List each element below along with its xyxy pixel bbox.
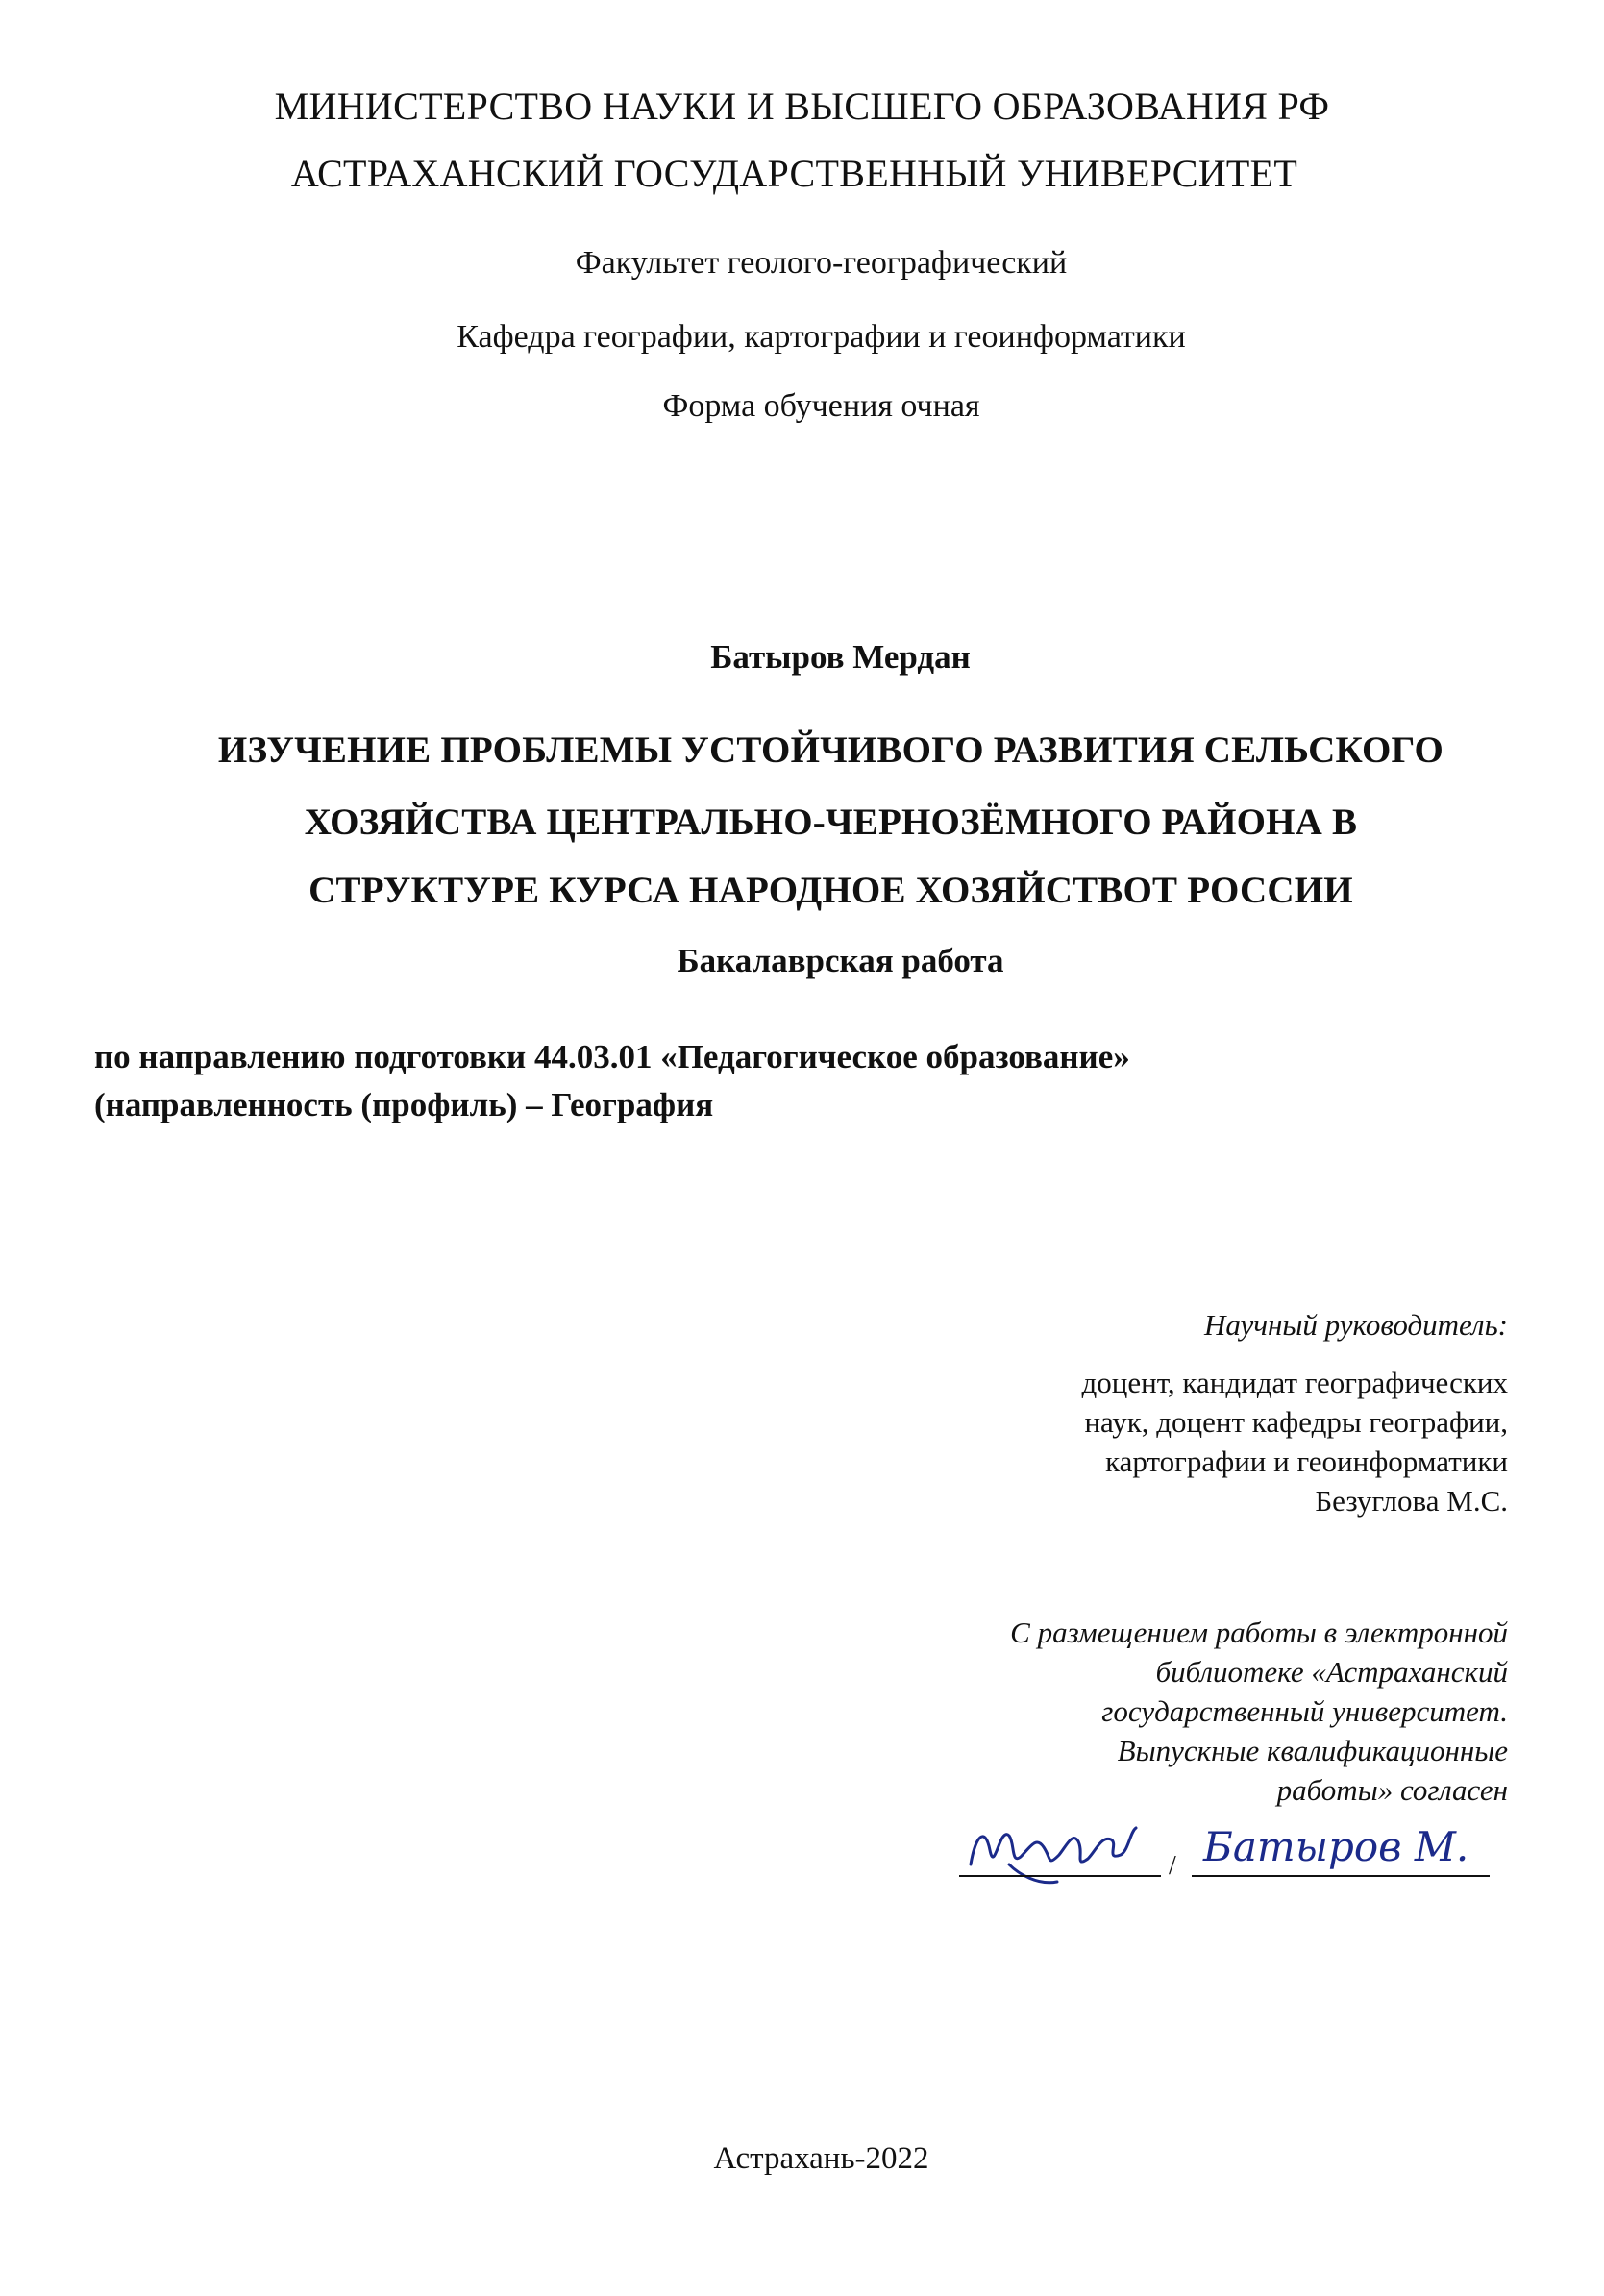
city-year: Астрахань-2022 <box>713 2141 929 2176</box>
consent-statement <box>643 1613 1508 1810</box>
direction-line-2: (направленность (профиль) – География <box>94 1086 714 1123</box>
direction-line-1: по направлению подготовки 44.03.01 «Педагогическое образование» <box>94 1038 1130 1075</box>
work-type: Бакалаврская работа <box>677 942 1004 979</box>
handwritten-signature-icon <box>971 1828 1136 1883</box>
handwritten-name: Батыров М. <box>1203 1823 1469 1870</box>
signature-separator: / <box>1169 1851 1176 1881</box>
author-name: Батыров Мердан <box>710 638 971 676</box>
supervisor-line: наук, доцент кафедры географии, <box>1084 1405 1508 1439</box>
supervisor-label: Научный руководитель: <box>1204 1308 1508 1342</box>
consent-line: библиотеке «Астраханский <box>1155 1655 1508 1689</box>
university-name: АСТРАХАНСКИЙ ГОСУДАРСТВЕННЫЙ УНИВЕРСИТЕТ <box>290 152 1298 195</box>
consent-line: С размещением работы в электронной <box>1010 1616 1508 1649</box>
department-name: Кафедра географии, картографии и геоинформатики <box>457 319 1186 355</box>
consent-line: государственный университет. <box>1101 1694 1508 1728</box>
ministry-name: МИНИСТЕРСТВО НАУКИ И ВЫСШЕГО ОБРАЗОВАНИЯ РФ <box>274 85 1330 128</box>
consent-line: работы» согласен <box>1276 1773 1508 1807</box>
supervisor-line: доцент, кандидат географических <box>1081 1366 1508 1399</box>
work-title-line-1: ИЗУЧЕНИЕ ПРОБЛЕМЫ УСТОЙЧИВОГО РАЗВИТИЯ СЕЛЬСКОГО <box>217 729 1444 771</box>
signature-block <box>951 1797 1509 1913</box>
supervisor-line: картографии и геоинформатики <box>1105 1444 1508 1478</box>
supervisor-name: Безуглова М.С. <box>1315 1484 1508 1518</box>
supervisor-details <box>643 1363 1508 1520</box>
faculty-name: Факультет геолого-географический <box>575 245 1068 281</box>
work-title-line-2: ХОЗЯЙСТВА ЦЕНТРАЛЬНО-ЧЕРНОЗЁМНОГО РАЙОНА В <box>304 802 1358 843</box>
work-title-line-3: СТРУКТУРЕ КУРСА НАРОДНОЕ ХОЗЯЙСТВОТ РОССИИ <box>308 870 1353 911</box>
study-form: Форма обучения очная <box>662 388 980 424</box>
consent-line: Выпускные квалификационные <box>1117 1734 1508 1767</box>
